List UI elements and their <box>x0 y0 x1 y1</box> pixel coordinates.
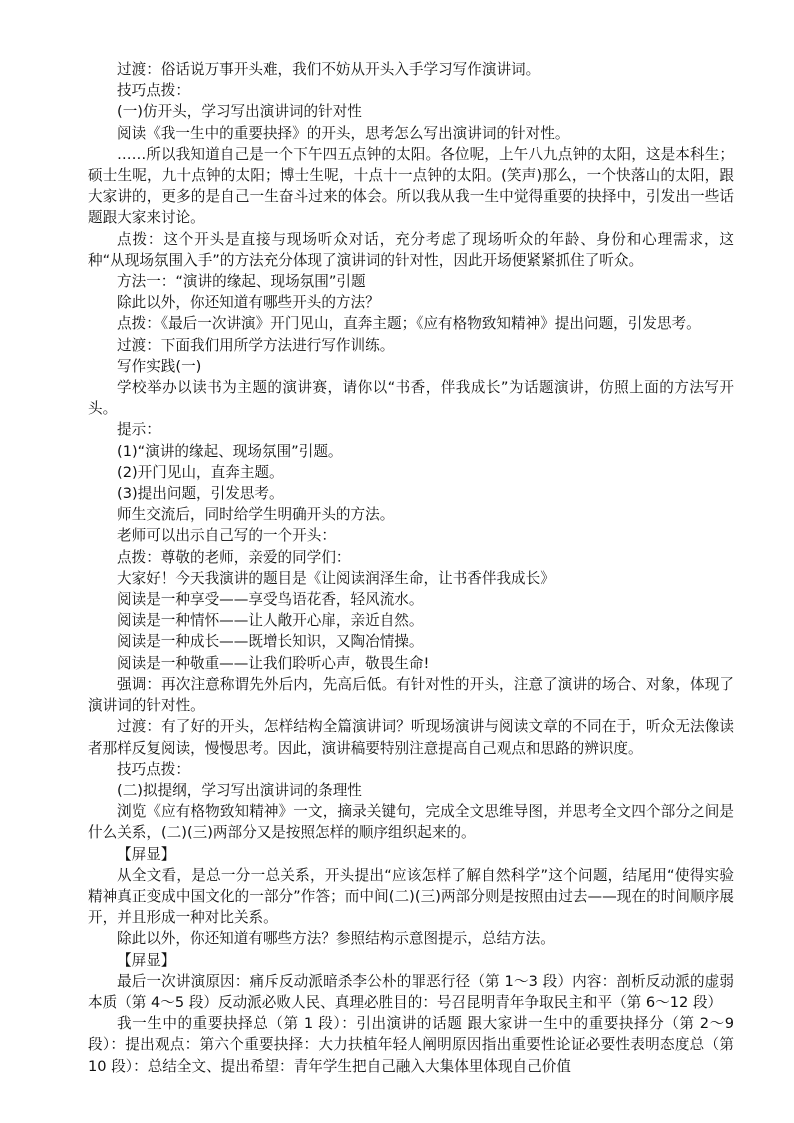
transition-paragraph: 过渡：俗话说万事开头难，我们不妨从开头入手学习写作演讲词。 <box>117 61 541 78</box>
structure-outline: 最后一次讲演原因：痛斥反动派暗杀李公朴的罪恶行径（第 1～3 段）内容：剖析反动派的虚弱本质（第 4～5 段）反动派必败人民、真理必胜目的：号召昆明青年争取民主和平（第 6～12 段） <box>88 972 734 1011</box>
note-line: 师生交流后，同时给学生明确开头的方法。 <box>117 506 395 524</box>
hint-heading: 提示： <box>117 421 161 439</box>
screen-label: 【屏显】 <box>117 845 176 863</box>
sample-line: 大家好！今天我演讲的题目是《让阅读润泽生命，让书香伴我成长》 <box>117 569 555 587</box>
tip-heading: 技巧点拨： <box>117 82 190 100</box>
sample-line: 阅读是一种敬重——让我们聆听心声，敬畏生命! <box>117 654 430 672</box>
sample-line: 阅读是一种情怀——让人敞开心扉，亲近自然。 <box>117 612 424 630</box>
practice-heading: 写作实践(一) <box>117 357 202 375</box>
sample-line: 阅读是一种享受——享受鸟语花香，轻风流水。 <box>117 591 424 609</box>
sample-salutation: 点拨：尊敬的老师，亲爱的同学们： <box>117 548 351 566</box>
hint-item: (3)提出问题，引发思考。 <box>117 485 284 503</box>
document-body <box>88 59 734 1077</box>
question-line: 除此以外，你还知道有哪些方法？参照结构示意图提示，总结方法。 <box>117 930 555 948</box>
screen-label: 【屏显】 <box>117 951 176 969</box>
note-line: 老师可以出示自己写的一个开头： <box>117 527 336 545</box>
hint-item: (1)“演讲的缘起、现场氛围”引题。 <box>117 442 343 460</box>
reading-task: 浏览《应有格物致知精神》一文，摘录关键句，完成全文思维导图，并思考全文四个部分之间是什么关系，(二)(三)两部分又是按照怎样的顺序组织起来的。 <box>88 803 734 842</box>
tip-heading: 技巧点拨： <box>117 760 190 778</box>
section-heading: (一)仿开头，学习写出演讲词的针对性 <box>117 103 362 121</box>
speech-excerpt: ……所以我知道自己是一个下午四五点钟的太阳。各位呢，上午八九点钟的太阳，这是本科生；硕士生呢，九十点钟的太阳；博士生呢，十点十一点钟的太阳。(笑声)那么，一个快落山的太阳，跟大家讲的，更多的是自己一生奋斗过来的体会。所以我从我一生中觉得重要的抉择中，引发出一些话题跟大家来讨论。 <box>88 145 734 227</box>
reading-prompt: 阅读《我一生中的重要抉择》的开头，思考怎么写出演讲词的针对性。 <box>117 124 570 142</box>
sample-line: 阅读是一种成长——既增长知识，又陶冶情操。 <box>117 633 424 651</box>
commentary-paragraph: 点拨：《最后一次讲演》开门见山，直奔主题；《应有格物致知精神》提出问题，引发思考。 <box>117 315 701 333</box>
transition-paragraph: 过渡：有了好的开头，怎样结构全篇演讲词？听现场演讲与阅读文章的不同在于，听众无法像读者那样反复阅读，慢慢思考。因此，演讲稿要特别注意提高自己观点和思路的辨识度。 <box>88 718 734 757</box>
emphasis-paragraph: 强调：再次注意称谓先外后内，先高后低。有针对性的开头，注意了演讲的场合、对象，体现了演讲词的针对性。 <box>88 675 734 715</box>
method-line: 方法一：“演讲的缘起、现场氛围”引题 <box>117 273 366 291</box>
commentary-paragraph: 点拨：这个开头是直接与现场听众对话，充分考虑了现场听众的年龄、身份和心理需求，这种“从现场氛围入手”的方法充分体现了演讲词的针对性，因此开场便紧紧抓住了听众。 <box>88 230 734 269</box>
structure-outline: 我一生中的重要抉择总（第 1 段）：引出演讲的话题 跟大家讲一生中的重要抉择分（第 2～9 段）：提出观点：第六个重要抉择：大力扶植年轻人阐明原因指出重要性论证必要性表明态度总（第 10 段）：总结全文、提出希望：青年学生把自己融入大集体里体现自己价值 <box>88 1015 734 1075</box>
analysis-paragraph: 从全文看，是总一分一总关系，开头提出“应该怎样了解自然科学”这个问题，结尾用“使得实验精神真正变成中国文化的一部分”作答；而中间(二)(三)两部分则是按照由过去——现在的时间顺序展开，并且形成一种对比关系。 <box>88 866 734 927</box>
practice-task: 学校举办以读书为主题的演讲赛，请你以“书香，伴我成长”为话题演讲，仿照上面的方法写开头。 <box>88 379 734 418</box>
transition-paragraph: 过渡：下面我们用所学方法进行写作训练。 <box>117 336 395 354</box>
hint-item: (2)开门见山，直奔主题。 <box>117 463 284 481</box>
section-heading: (二)拟提纲，学习写出演讲词的条理性 <box>117 781 362 799</box>
question-line: 除此以外，你还知道有哪些开头的方法？ <box>117 294 380 312</box>
